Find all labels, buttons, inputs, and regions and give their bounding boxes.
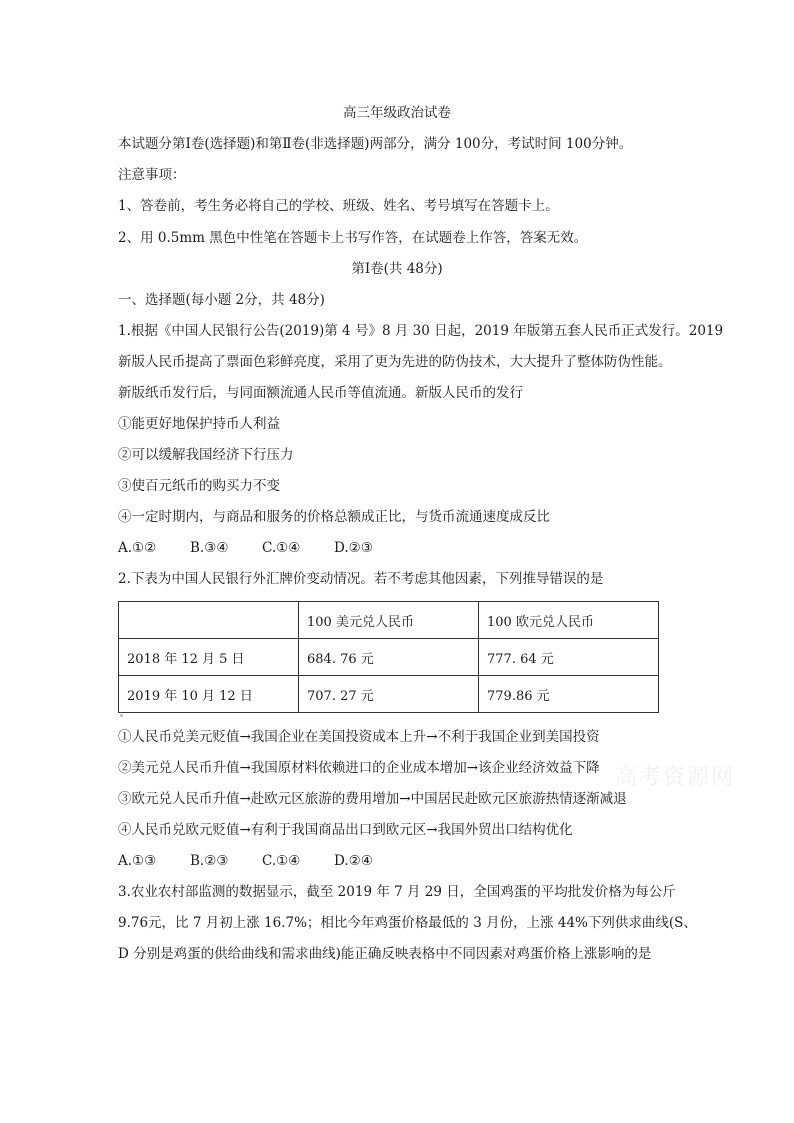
q3-stem-line-1: 3.农业农村部监测的数据显示，截至 2019 年 7 月 29 日，全国鸡蛋的平均批发价格为每公斤 (118, 884, 676, 900)
q1-option-c[interactable]: C.①④ (262, 540, 301, 556)
table-row (119, 676, 659, 713)
q1-stem-line-2: 新版人民币提高了票面色彩鲜亮度，采用了更为先进的防伪技术，大大提升了整体防伪性能。 (118, 354, 672, 370)
q1-statement-1: ①能更好地保护持币人利益 (118, 416, 280, 432)
q2-option-d[interactable]: D.②④ (334, 853, 373, 869)
exchange-rate-table (118, 601, 659, 713)
table-cell-date: 2018 年 12 月 5 日 (119, 639, 299, 676)
table-header-row (119, 602, 659, 639)
q1-stem-line-1: 1.根据《中国人民银行公告(2019)第 4 号》8 月 30 日起，2019 年版第五套人民币正式发行。2019 (118, 323, 724, 339)
table-cell-date: 2019 年 10 月 12 日 (119, 676, 299, 713)
table-header-cell: 100 欧元兑人民币 (479, 602, 659, 639)
notice-item-1: 1、答卷前，考生务必将自己的学校、班级、姓名、考号填写在答题卡上。 (118, 198, 559, 214)
q2-options (118, 851, 718, 871)
q2-option-b[interactable]: B.②③ (190, 853, 229, 869)
q1-statement-2: ②可以缓解我国经济下行压力 (118, 447, 294, 463)
q2-option-c[interactable]: C.①④ (262, 853, 301, 869)
q1-option-d[interactable]: D.②③ (334, 540, 373, 556)
part1-title: 第Ⅰ卷(共 48分) (351, 261, 443, 277)
q2-statement-2: ②美元兑人民币升值→我国原材料依赖进口的企业成本增加→该企业经济效益下降 (118, 760, 600, 776)
q3-stem-line-2: 9.76元，比 7 月初上涨 16.7%；相比今年鸡蛋价格最低的 3 月份，上涨 44%下列供求曲线(S、 (118, 915, 697, 931)
q3-stem-line-3: D 分别是鸡蛋的供给曲线和需求曲线)能正确反映表格中不同因素对鸡蛋价格上涨影响的是 (118, 946, 652, 962)
q1-statement-3: ③使百元纸币的购买力不变 (118, 478, 280, 494)
q1-option-a[interactable]: A.①② (118, 540, 157, 556)
table-row (119, 639, 659, 676)
q1-stem-line-3: 新版纸币发行后，与同面额流通人民币等值流通。新版人民币的发行 (118, 385, 523, 401)
notice-heading: 注意事项： (118, 167, 186, 183)
q1-option-b[interactable]: B.③④ (190, 540, 229, 556)
q1-statement-4: ④一定时期内，与商品和服务的价格总额成正比，与货币流通速度成反比 (118, 509, 550, 525)
notice-item-2: 2、用 0.5mm 黑色中性笔在答题卡上书写作答，在试题卷上作答，答案无效。 (118, 230, 588, 246)
q2-stem: 2.下表为中国人民银行外汇牌价变动情况。若不考虑其他因素，下列推导错误的是 (118, 571, 604, 587)
table-cell-eur: 779.86 元 (479, 676, 659, 713)
q2-option-a[interactable]: A.①③ (118, 853, 157, 869)
q1-options (118, 538, 718, 558)
table-header-cell: 100 美元兑人民币 (299, 602, 479, 639)
section1-heading: 一、选择题(每小题 2分，共 48分) (118, 292, 325, 308)
q2-statement-3: ③欧元兑人民币升值→赴欧元区旅游的费用增加→中国居民赴欧元区旅游热情逐渐减退 (118, 791, 627, 807)
table-cell-eur: 777. 64 元 (479, 639, 659, 676)
watermark: 高考资源网 (615, 765, 736, 790)
table-cell-usd: 684. 76 元 (299, 639, 479, 676)
table-cell-usd: 707. 27 元 (299, 676, 479, 713)
q2-statement-1: ①人民币兑美元贬值→我国企业在美国投资成本上升→不利于我国企业到美国投资 (118, 729, 600, 745)
table-header-cell (119, 602, 299, 639)
q2-statement-4: ④人民币兑欧元贬值→有利于我国商品出口到欧元区→我国外贸出口结构优化 (118, 822, 573, 838)
exam-title: 高三年级政治试卷 (343, 105, 451, 121)
exam-intro: 本试题分第Ⅰ卷(选择题)和第Ⅱ卷(非选择题)两部分，满分 100分，考试时间 100分钟。 (118, 136, 633, 152)
scan-speck (120, 714, 123, 717)
